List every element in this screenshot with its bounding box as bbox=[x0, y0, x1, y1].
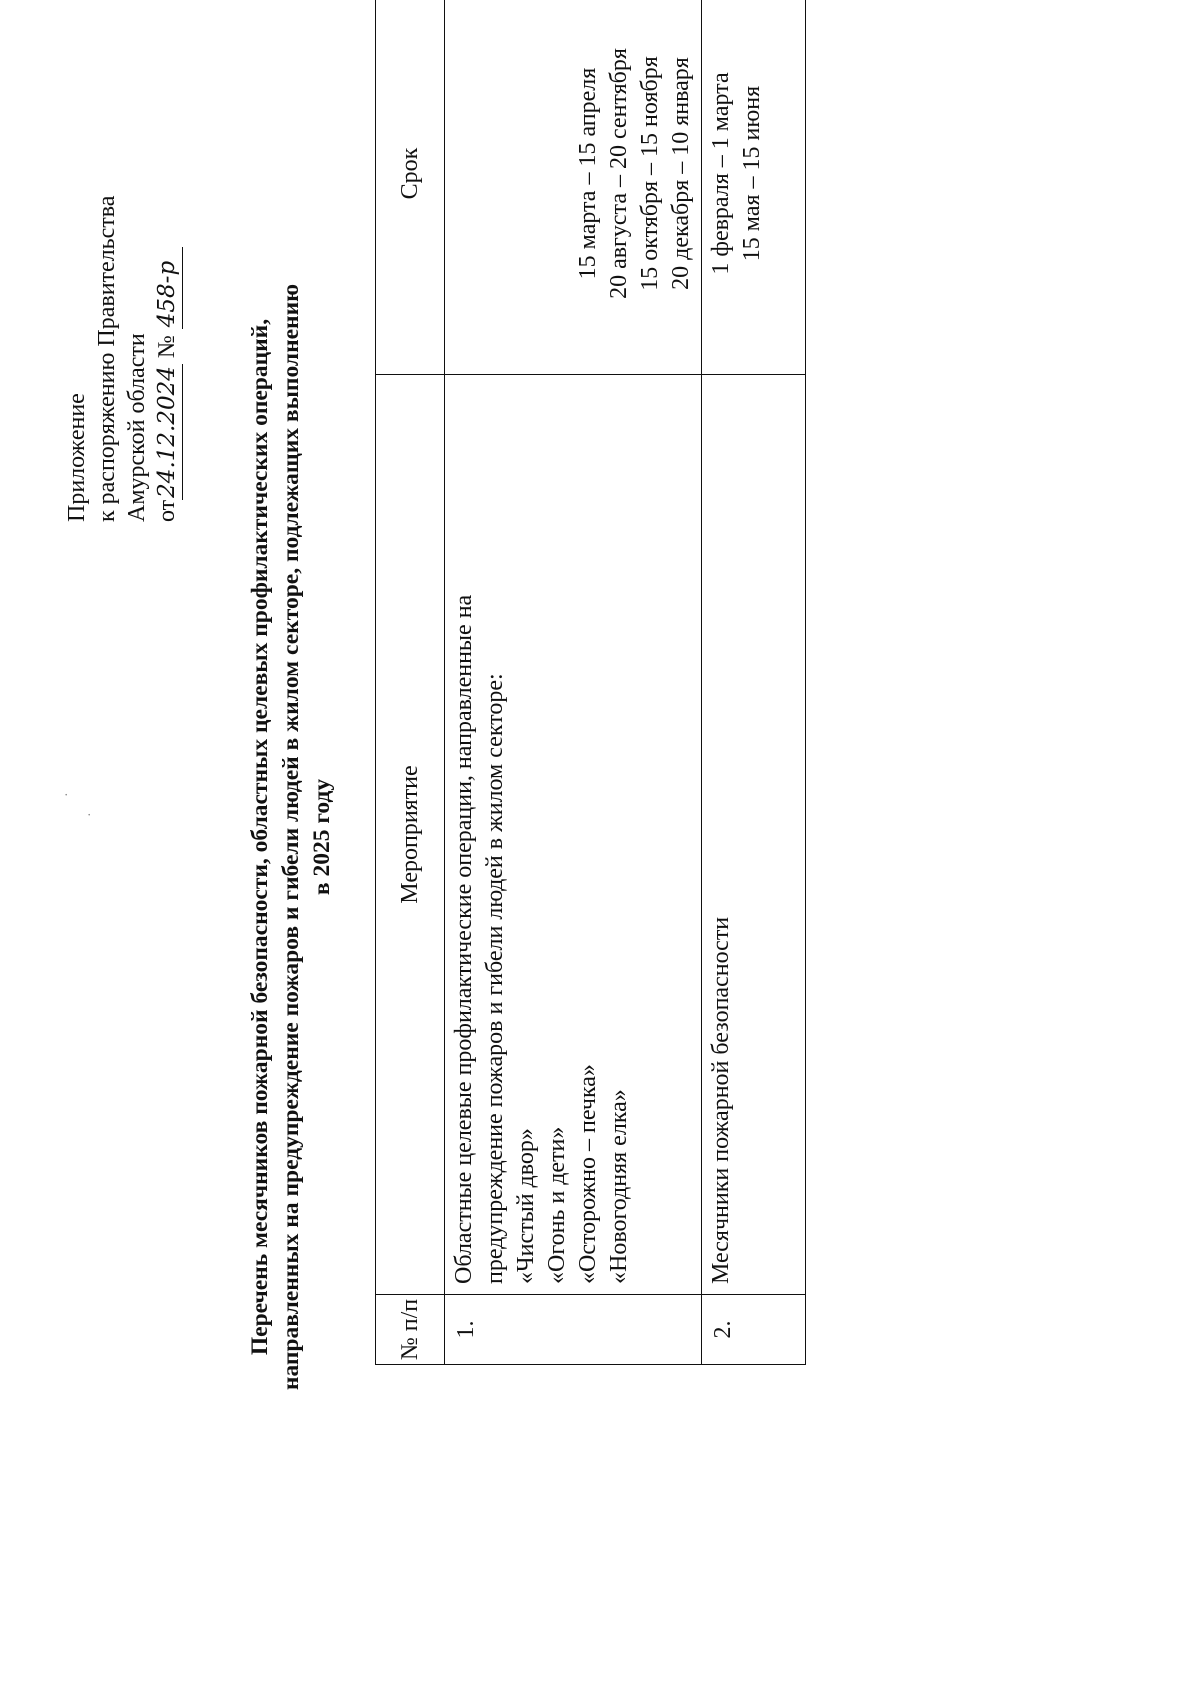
number-label: № bbox=[154, 335, 180, 359]
title-line: направленных на предупреждение пожаров и гибели людей в жилом секторе, подлежащих выполнению bbox=[278, 283, 304, 1391]
header-term: Срок bbox=[376, 0, 445, 375]
scan-speck: · bbox=[83, 812, 98, 817]
event-line: Областные целевые профилактические операции, направленные на bbox=[451, 594, 477, 1284]
title-line: в 2025 году bbox=[309, 778, 335, 896]
event-line: Месячники пожарной безопасности bbox=[708, 916, 734, 1284]
table-row bbox=[445, 0, 702, 1365]
term-line: 1 февраля – 1 марта bbox=[708, 72, 734, 275]
event-line: «Огонь и дети» bbox=[544, 1126, 570, 1284]
term-cell bbox=[702, 0, 806, 375]
row-spacer bbox=[737, 383, 799, 1284]
attachment-line: к распоряжению Правительства bbox=[94, 195, 120, 522]
event-line: «Чистый двор» bbox=[513, 1128, 539, 1284]
table-header-row bbox=[376, 0, 445, 1365]
term-spacer bbox=[449, 0, 573, 368]
attachment-line: Амурской области bbox=[124, 333, 150, 522]
event-line: «Новогодняя елка» bbox=[606, 1089, 632, 1284]
header-num: № п/п bbox=[376, 1295, 445, 1365]
event-cell bbox=[445, 375, 702, 1295]
term-cell bbox=[445, 0, 702, 375]
row-number: 2. bbox=[702, 1295, 806, 1365]
header-event: Мероприятие bbox=[376, 375, 445, 1295]
handwritten-number: 458-р bbox=[152, 247, 183, 329]
attachment-line: Приложение bbox=[64, 393, 90, 522]
handwritten-date: 24.12.2024 bbox=[152, 364, 183, 500]
from-label: от bbox=[154, 499, 180, 522]
term-line: 15 марта – 15 апреля bbox=[575, 67, 601, 280]
term-line: 15 октября – 15 ноября bbox=[637, 56, 663, 291]
table-row bbox=[702, 0, 806, 1365]
document-title bbox=[245, 127, 338, 1547]
event-cell bbox=[702, 375, 806, 1295]
attachment-date-line bbox=[152, 82, 183, 522]
term-line: 20 августа – 20 сентября bbox=[606, 48, 632, 299]
term-line: 20 декабря – 10 января bbox=[668, 57, 694, 290]
events-table bbox=[375, 0, 806, 1365]
attachment-block bbox=[62, 82, 183, 522]
event-line: предупреждение пожаров и гибели людей в жилом секторе: bbox=[482, 673, 508, 1284]
term-line: 15 мая – 15 июня bbox=[739, 85, 765, 262]
row-number: 1. bbox=[445, 1295, 702, 1365]
title-line: Перечень месячников пожарной безопасности, областных целевых профилактических операций, bbox=[247, 318, 273, 1356]
event-line: «Осторожно – печка» bbox=[575, 1064, 601, 1284]
scan-speck: · bbox=[60, 792, 75, 797]
